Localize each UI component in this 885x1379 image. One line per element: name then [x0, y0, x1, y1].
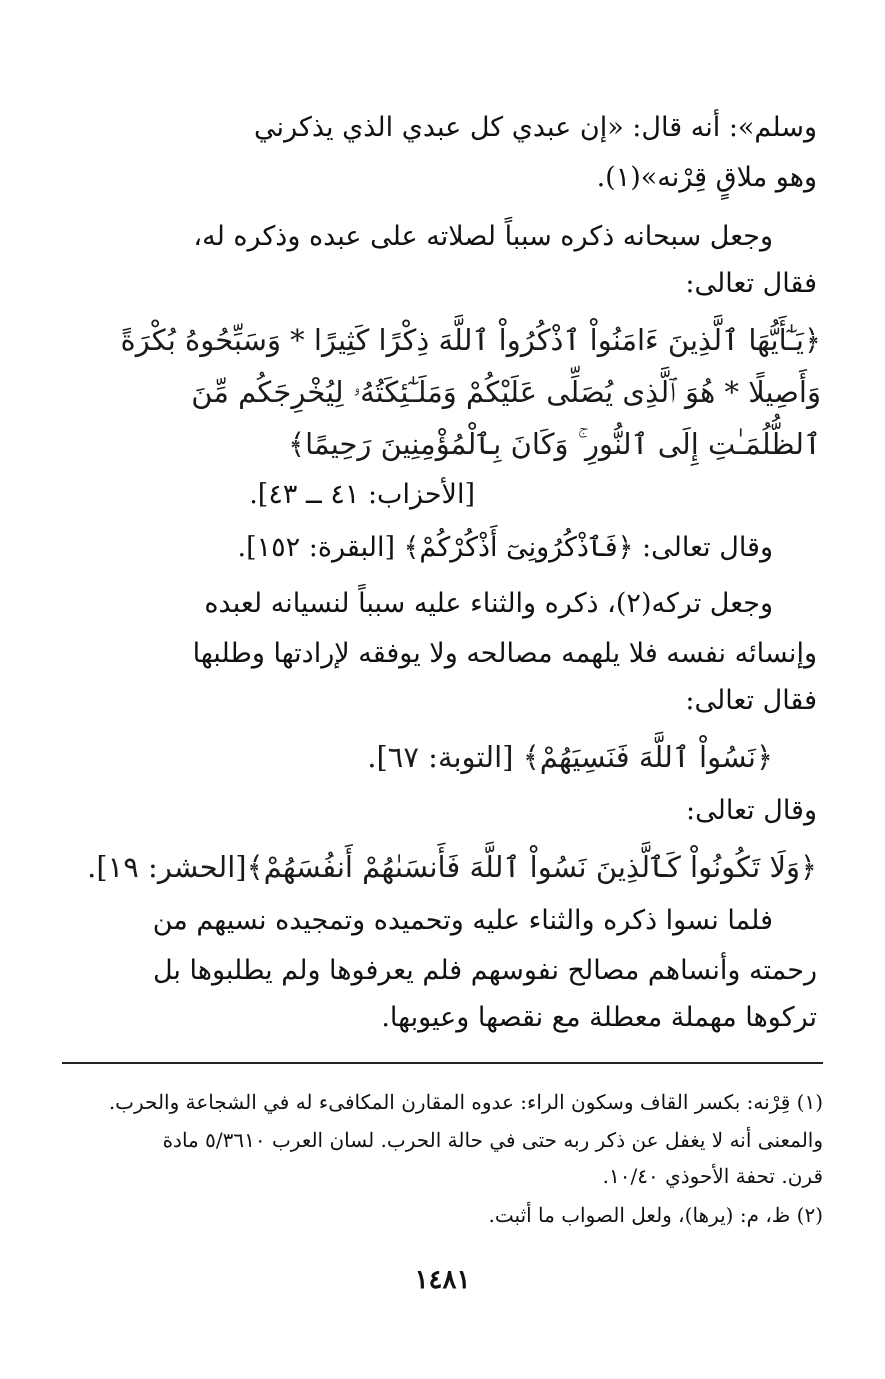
page-number: ١٤٨١ [414, 1265, 471, 1295]
footnote-2: (٢) ظ، م: (يرها)، ولعل الصواب ما أثبت. [488, 1203, 823, 1227]
footnote-1-line-3: قرن. تحفة الأحوذي ١٠/٤٠. [602, 1164, 823, 1188]
text-line-3: وجعل سبحانه ذكره سبباً لصلاته على عبده وذكره له، [193, 221, 773, 252]
verse-line-3: ٱلظُّلُمَـٰتِ إِلَى ٱلنُّورِ ۚ وَكَانَ بِٱلْمُؤْمِنِينَ رَحِيمًا﴾ [288, 427, 821, 461]
verse-tawba: ﴿نَسُواْ ٱللَّهَ فَنَسِيَهُمْ﴾ [التوبة: ٦٧]. [367, 740, 773, 774]
verse-hashr: ﴿وَلَا تَكُونُواْ كَٱلَّذِينَ نَسُواْ ٱللَّهَ فَأَنسَىٰهُمْ أَنفُسَهُمْ﴾[الحشر: ١٩]. [87, 850, 817, 884]
text-line-9: فلما نسوا ذكره والثناء عليه وتحميده وتمجيده نسيهم من [152, 905, 773, 936]
verse-line-1: ﴿يَـٰٓأَيُّهَا ٱلَّذِينَ ءَامَنُواْ ٱذْكُرُواْ ٱللَّهَ ذِكْرًا كَثِيرًا * وَسَبِّحُوهُ بُكْرَةً [120, 323, 821, 357]
text-line-6: وإنسائه نفسه فلا يلهمه مصالحه ولا يوفقه لإرادتها وطلبها [192, 638, 817, 669]
verse-line-2: وَأَصِيلًا * هُوَ ٱلَّذِى يُصَلِّى عَلَيْكُمْ وَمَلَـٰٓئِكَتُهُۥ لِيُخْرِجَكُم مِّنَ [191, 375, 821, 409]
text-line-5: وجعل تركه(٢)، ذكره والثناء عليه سبباً لنسيانه لعبده [204, 588, 773, 619]
text-line-2: وهو ملاقٍ قِرْنه»(١). [596, 162, 817, 193]
text-line-10: رحمته وأنساهم مصالح نفوسهم فلم يعرفوها ولم يطلبوها بل [152, 955, 817, 986]
text-line-7: فقال تعالى: [685, 685, 817, 716]
footnote-1-line-2: والمعنى أنه لا يغفل عن ذكر ربه حتى في حالة الحرب. لسان العرب ٥/٣٦١٠ مادة [162, 1128, 823, 1152]
footnote-1-line-1: (١) قِرْنه: بكسر القاف وسكون الراء: عدوه المقارن المكافىء له في الشجاعة والحرب. [108, 1090, 823, 1114]
text-line-8: وقال تعالى: [686, 795, 817, 826]
text-line-4: فقال تعالى: [685, 268, 817, 299]
footnote-separator [62, 1062, 823, 1064]
citation-ahzab: [الأحزاب: ٤١ ــ ٤٣]. [249, 479, 475, 510]
text-line-1: وسلم»: أنه قال: «إن عبدي كل عبدي الذي يذكرني [254, 112, 817, 143]
text-line-baqara: وقال تعالى: ﴿فَٱذْكُرُونِىٓ أَذْكُرْكُمْ﴾ [البقرة: ١٥٢]. [237, 532, 773, 563]
text-line-11: تركوها مهملة معطلة مع نقصها وعيوبها. [381, 1002, 817, 1033]
